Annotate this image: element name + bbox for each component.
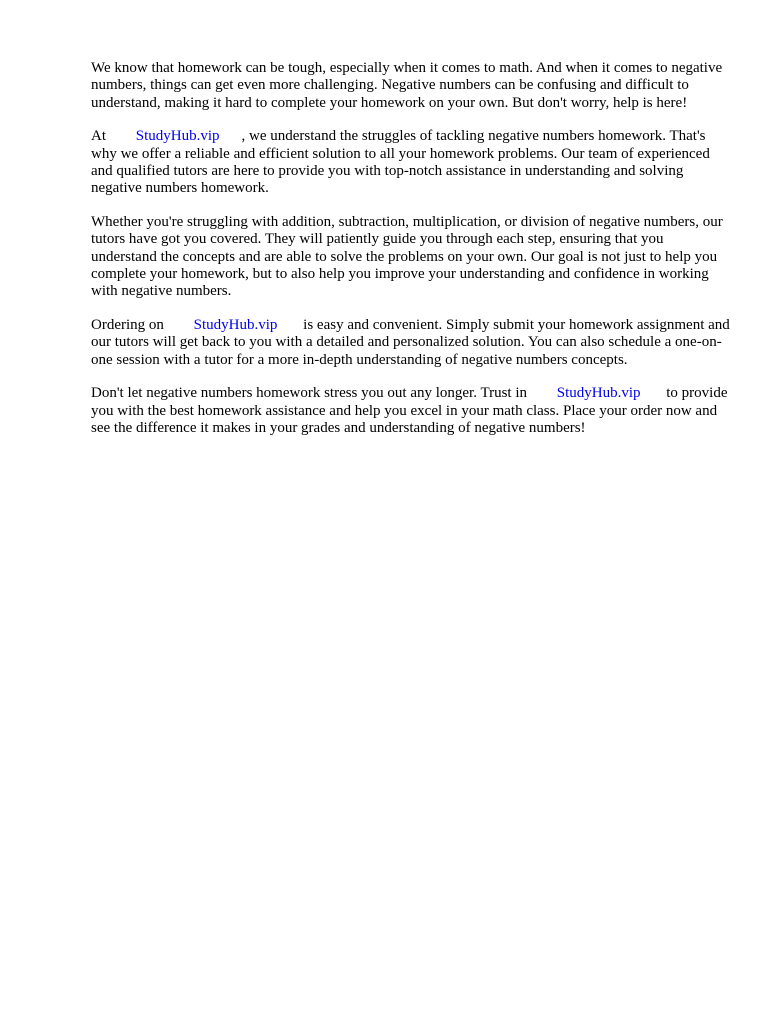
paragraph-closing-text: to provide you with the best homework assistance and help you excel in your math class. Place your order now and see the difference it makes in your grades and understanding of negative numbers!	[91, 385, 728, 436]
studyhub-link[interactable]: StudyHub.vip	[135, 128, 220, 145]
paragraph-intro-text: We know that homework can be tough, especially when it comes to math. And when it comes to negative numbers, things can get even more challenging. Negative numbers can be confusing and difficult to understand, making it hard to complete your homework on your own. But don't worry, help is here!	[91, 60, 723, 111]
paragraph-ordering-lead: Ordering on	[91, 316, 164, 333]
paragraph-ordering-text: is easy and convenient. Simply submit your homework assignment and our tutors will get back to you with a detailed and personalized solution. You can also schedule a one-on-one session with a tutor for a more in-depth understanding of negative numbers concepts.	[91, 316, 730, 368]
studyhub-link[interactable]: StudyHub.vip	[193, 316, 278, 333]
paragraph-intro	[91, 60, 731, 112]
paragraph-closing-lead: Don't let negative numbers homework stress you out any longer. Trust in	[91, 385, 527, 402]
paragraph-about-lead: At	[91, 128, 106, 145]
document-page	[91, 60, 731, 453]
paragraph-about-text: , we understand the struggles of tackling negative numbers homework. That's why we offer a reliable and efficient solution to all your homework problems. Our team of experienced and qualified tutors are here to provide you with top-notch assistance in understanding and solving negative numbers homework.	[91, 128, 710, 197]
studyhub-link[interactable]: StudyHub.vip	[556, 385, 641, 402]
paragraph-support-text: Whether you're struggling with addition, subtraction, multiplication, or division of negative numbers, our tutors have got you covered. They will patiently guide you through each step, ensuring that you understand the concepts and are able to solve the problems on your own. Our goal is not just to help you complete your homework, but to also help you improve your understanding and confidence in working with negative numbers.	[91, 213, 723, 300]
paragraph-ordering	[91, 317, 731, 369]
paragraph-support	[91, 214, 731, 301]
paragraph-closing	[91, 385, 731, 437]
paragraph-about	[91, 128, 731, 198]
